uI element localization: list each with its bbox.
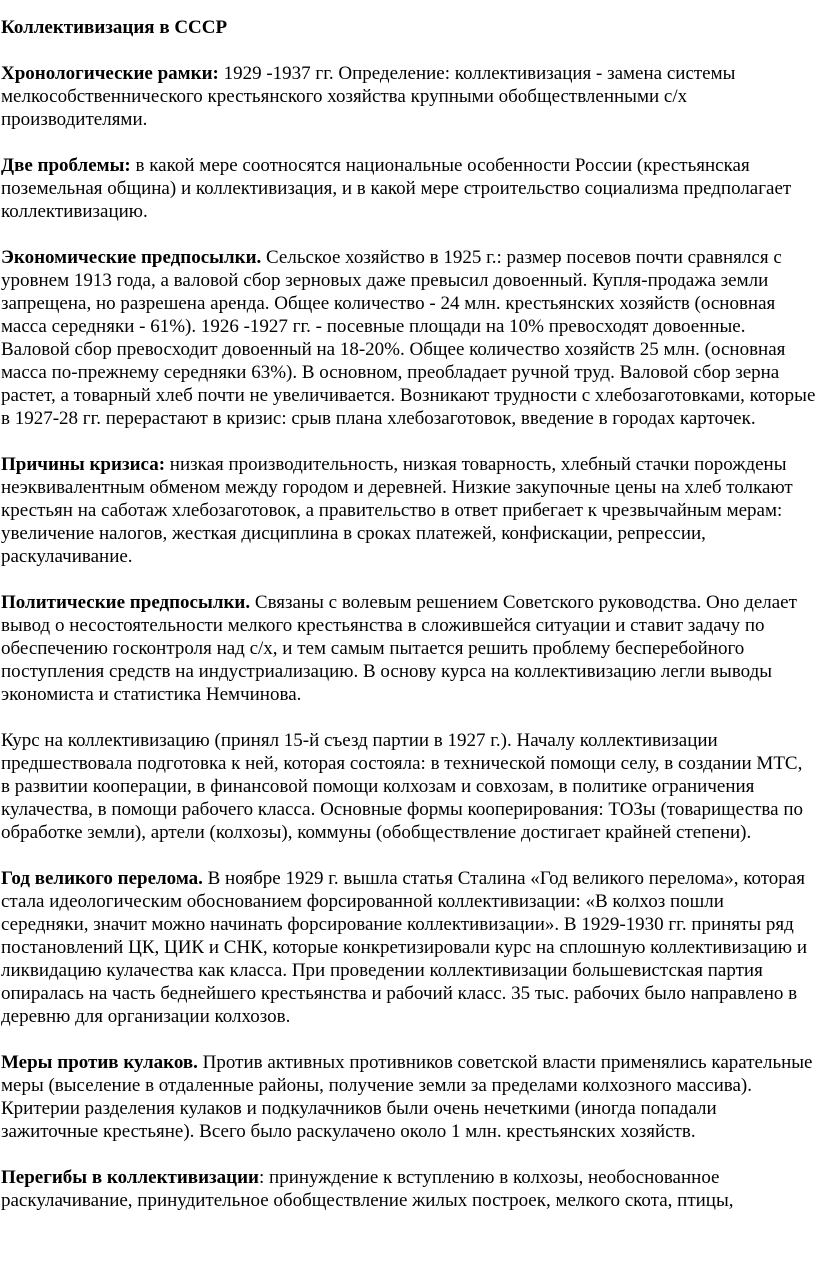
paragraph-heading: Хронологические рамки: [1, 63, 219, 84]
paragraph-text: В ноябре 1929 г. вышла статья Сталина «Год великого перелома», которая стала идеологическим обоснованием форсированной коллективизации: «В колхоз пошли середняки, значит можно начинать форсирование коллективизации». В 1929-1930 гг. приняты ряд постановлений ЦК, ЦИК и СНК, которые конкретизировали курс на сплошную коллективизацию и ликвидацию кулачества как класса. При проведении коллективизации большевистская партия опиралась на часть беднейшего крестьянства и рабочий класс. 35 тыс. рабочих было направлено в деревню для организации колхозов. [1, 868, 808, 1027]
paragraph-text: : принуждение к вступлению в колхозы, необоснованное раскулачивание, принудительное обобществление жилых построек, мелкого скота, птицы, [1, 1167, 734, 1211]
paragraph-heading: Меры против кулаков. [1, 1052, 198, 1073]
paragraph-two-problems [1, 154, 816, 223]
paragraph-heading: Перегибы в коллективизации [1, 1167, 259, 1188]
paragraph-heading: Две проблемы: [1, 155, 131, 176]
paragraph-heading: Год великого перелома. [1, 868, 203, 889]
paragraph-great-turn [1, 867, 816, 1028]
paragraph-chronology [1, 62, 816, 131]
paragraph-heading: Экономические предпосылки. [1, 247, 262, 268]
paragraph-excesses [1, 1166, 816, 1212]
paragraph-heading: Политические предпосылки. [1, 592, 251, 613]
paragraph-text: Связаны с волевым решением Советского руководства. Оно делает вывод о несостоятельности мелкого крестьянства в сложившейся ситуации и ставит задачу по обеспечению госконтроля над с/х, и тем самым пытается решить проблему бесперебойного поступления средств на индустриализацию. В основу курса на коллективизацию легли выводы экономиста и статистика Немчинова. [1, 592, 797, 705]
document-title: Коллективизация в СССР [1, 17, 228, 38]
paragraph-economic-prerequisites [1, 246, 816, 430]
paragraph-text: Сельское хозяйство в 1925 г.: размер посевов почти сравнялся с уровнем 1913 года, а валовой сбор зерновых даже превысил довоенный. Купля-продажа земли запрещена, но разрешена аренда. Общее количество - 24 млн. крестьянских хозяйств (основная масса середняки - 61%). 1926 -1927 гг. - посевные площади на 10% превосходят довоенные. Валовой сбор превосходит довоенный на 18-20%. Общее количество хозяйств 25 млн. (основная масса по-прежнему середняки 63%). В основном, преобладает ручной труд. Валовой сбор зерна растет, а товарный хлеб почти не увеличивается. Возникают трудности с хлебозаготовками, которые в 1927-28 гг. перерастают в кризис: срыв плана хлебозаготовок, введение в городах карточек. [1, 247, 816, 429]
paragraph-text: Курс на коллективизацию (принял 15-й съезд партии в 1927 г.). Началу коллективизации предшествовала подготовка к ней, которая состояла: в технической помощи селу, в создании МТС, в развитии кооперации, в финансовой помощи колхозам и совхозам, в политике ограничения кулачества, в помощи рабочего класса. Основные формы кооперирования: ТОЗы (товарищества по обработке земли), артели (колхозы), коммуны (обобществление достигает крайней степени). [1, 730, 803, 843]
paragraph-text: в какой мере соотносятся национальные особенности России (крестьянская поземельная община) и коллективизация, и в какой мере строительство социализма предполагает коллективизацию. [1, 155, 792, 222]
paragraph-text: 1929 -1937 гг. Определение: коллективизация - замена системы мелкособственнического крестьянского хозяйства крупными обобществленными с/х производителями. [1, 63, 736, 130]
paragraph-text: Против активных противников советской власти применялись карательные меры (выселение в отдаленные районы, получение земли за пределами колхозного массива). Критерии разделения кулаков и подкулачников были очень нечеткими (иногда попадали зажиточные крестьяне). Всего было раскулачено около 1 млн. крестьянских хозяйств. [1, 1052, 813, 1142]
paragraph-collectivization-course [1, 729, 816, 844]
paragraph-heading: Причины кризиса: [1, 454, 166, 475]
paragraph-text: низкая производительность, низкая товарность, хлебный стачки порождены неэквивалентным обменом между городом и деревней. Низкие закупочные цены на хлеб толкают крестьян на саботаж хлебозаготовок, а правительство в ответ прибегает к чрезвычайным мерам: увеличение налогов, жесткая дисциплина в сроках платежей, конфискации, репрессии, раскулачивание. [1, 454, 793, 567]
paragraph-political-prerequisites [1, 591, 816, 706]
paragraph-crisis-causes [1, 453, 816, 568]
paragraph-measures-against-kulaks [1, 1051, 816, 1143]
